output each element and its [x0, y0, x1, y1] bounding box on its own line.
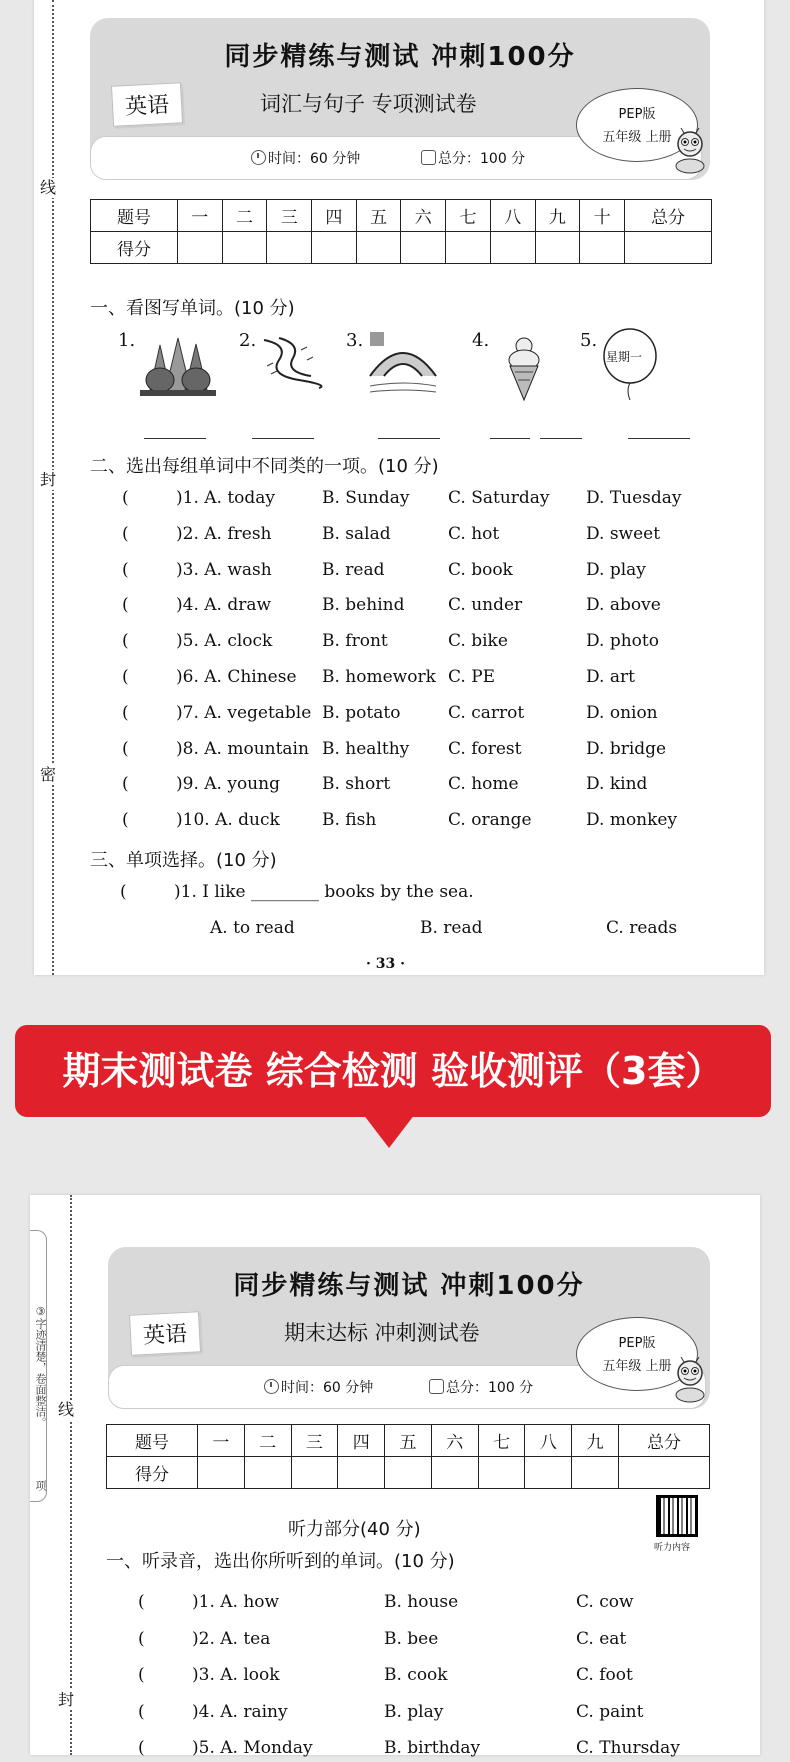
balloon-icon — [602, 328, 658, 400]
score-cell: 三 — [267, 200, 312, 232]
series-title: 同步精练与测试 冲刺100分 — [233, 1271, 585, 1301]
side-note-text: ③字迹清楚，卷面整洁。 — [34, 1305, 47, 1428]
answer-paren[interactable]: ( — [122, 595, 129, 616]
score-cell: 二 — [222, 200, 267, 232]
answer-paren[interactable]: ( — [122, 667, 129, 687]
score-cell: 八 — [525, 1425, 572, 1457]
side-char-secret: 密 — [40, 765, 57, 784]
option-b[interactable]: B. house — [384, 1592, 459, 1612]
option-b[interactable]: B. salad — [322, 523, 391, 544]
option-c[interactable]: C. under — [448, 595, 523, 616]
picture-number: 5. — [580, 330, 598, 351]
option-c[interactable]: C. cow — [576, 1592, 634, 1612]
score-cell: 一 — [177, 200, 222, 232]
score-row-label: 得分 — [107, 1457, 198, 1489]
score-input-cell[interactable] — [572, 1457, 619, 1489]
answer-paren[interactable]: ( — [138, 1738, 145, 1758]
answer-paren[interactable]: ( — [120, 882, 127, 902]
question-row — [122, 524, 742, 548]
exam-subtitle: 词汇与句子 专项测试卷 — [260, 92, 477, 116]
score-input-cell[interactable] — [312, 232, 357, 264]
score-cell: 二 — [244, 1425, 291, 1457]
option-a[interactable]: )2. A. tea — [192, 1628, 271, 1649]
answer-paren[interactable]: ( — [122, 523, 129, 544]
option-c[interactable]: C. PE — [448, 667, 496, 687]
question-row — [138, 1629, 718, 1653]
edition-label: PEP版 — [618, 1336, 656, 1351]
score-input-cell[interactable] — [267, 232, 312, 264]
option-a[interactable]: )10. A. duck — [176, 810, 280, 831]
side-char-line: 线 — [58, 1400, 75, 1419]
option-d[interactable]: D. above — [586, 595, 661, 616]
balloon-label: 星期一 — [606, 350, 643, 364]
question-row — [122, 703, 742, 727]
question-row — [122, 739, 742, 763]
total-info: 总分：100 分 — [429, 1377, 533, 1397]
total-info: 总分：100 分 — [421, 148, 525, 168]
answer-paren[interactable]: ( — [138, 1628, 145, 1649]
answer-line[interactable] — [378, 438, 440, 439]
time-info: 时间：60 分钟 — [251, 148, 360, 168]
option-a[interactable]: A. to read — [210, 918, 295, 938]
listening-section1-title: 一、听录音，选出你所听到的单词。(10 分) — [106, 1551, 455, 1572]
answer-paren[interactable]: ( — [138, 1592, 145, 1612]
score-input-cell[interactable] — [222, 232, 267, 264]
picture-number: 3. — [346, 330, 364, 351]
score-cell: 一 — [197, 1425, 244, 1457]
score-table — [106, 1424, 710, 1489]
score-cell: 五 — [385, 1425, 432, 1457]
option-c[interactable]: C. paint — [576, 1701, 644, 1722]
option-c[interactable]: C. forest — [448, 738, 522, 759]
clock-icon — [264, 1379, 279, 1394]
banner-pointer — [363, 1114, 415, 1148]
score-input-cell[interactable] — [431, 1457, 478, 1489]
question-text: )1. I like ________ books by the sea. — [174, 882, 474, 902]
score-input-cell[interactable] — [490, 232, 535, 264]
score-input-cell[interactable] — [624, 232, 711, 264]
score-table-header-row — [91, 200, 712, 232]
listening-part-title: 听力部分(40 分) — [288, 1519, 421, 1540]
answer-paren[interactable]: ( — [122, 559, 129, 580]
score-input-cell[interactable] — [478, 1457, 525, 1489]
score-cell: 总分 — [624, 200, 711, 232]
answer-line[interactable] — [540, 438, 582, 439]
option-b[interactable]: B. play — [384, 1701, 444, 1722]
answer-paren[interactable]: ( — [122, 738, 129, 759]
score-cell: 题号 — [107, 1425, 198, 1457]
option-a[interactable]: )4. A. draw — [176, 595, 272, 616]
exam-subtitle: 期末达标 冲刺测试卷 — [284, 1321, 480, 1345]
score-input-cell[interactable] — [580, 232, 625, 264]
answer-paren[interactable]: ( — [122, 488, 129, 508]
score-cell: 六 — [401, 200, 446, 232]
option-d[interactable]: D. Tuesday — [586, 488, 682, 508]
option-c[interactable]: C. bike — [448, 631, 508, 652]
score-input-cell[interactable] — [177, 232, 222, 264]
ice-cream-icon — [504, 332, 544, 402]
picture-number: 1. — [118, 330, 136, 351]
score-cell: 七 — [446, 200, 491, 232]
side-char-seal: 封 — [40, 470, 57, 489]
option-a[interactable]: )5. A. Monday — [192, 1738, 313, 1758]
score-cell: 八 — [490, 200, 535, 232]
score-input-cell[interactable] — [356, 232, 401, 264]
option-a[interactable]: )8. A. mountain — [176, 738, 309, 759]
option-a[interactable]: )4. A. rainy — [192, 1701, 288, 1722]
page-number: · 33 · — [366, 956, 405, 972]
option-a[interactable]: )3. A. look — [192, 1665, 280, 1685]
option-d[interactable]: D. sweet — [586, 523, 661, 544]
qr-label: 听力内容 — [654, 1543, 691, 1553]
question-row — [122, 631, 742, 655]
question-row — [122, 667, 742, 691]
option-b[interactable]: B. healthy — [322, 738, 410, 759]
option-a[interactable]: )6. A. Chinese — [176, 667, 297, 687]
caterpillar-mascot-icon — [670, 1357, 710, 1403]
answer-paren[interactable]: ( — [122, 810, 129, 831]
score-cell: 题号 — [91, 200, 178, 232]
option-d[interactable]: D. photo — [586, 631, 659, 652]
score-icon — [421, 150, 436, 165]
score-input-cell[interactable] — [619, 1457, 710, 1489]
score-cell: 九 — [572, 1425, 619, 1457]
river-icon — [259, 330, 325, 392]
question-row — [120, 882, 740, 906]
bridge-icon — [368, 330, 438, 398]
option-d[interactable]: D. monkey — [586, 810, 678, 831]
option-d[interactable]: D. art — [586, 667, 635, 687]
option-d[interactable]: D. play — [586, 559, 646, 580]
option-b[interactable]: B. read — [420, 918, 483, 938]
option-a[interactable]: )7. A. vegetable — [176, 702, 312, 723]
grade-label: 五年级 上册 — [602, 1359, 672, 1374]
section2-title: 二、选出每组单词中不同类的一项。(10 分) — [90, 456, 439, 477]
score-cell: 九 — [535, 200, 580, 232]
side-char-seal: 封 — [58, 1690, 75, 1709]
option-c[interactable]: C. eat — [576, 1628, 627, 1649]
option-d[interactable]: D. onion — [586, 702, 658, 723]
answer-paren[interactable]: ( — [138, 1701, 145, 1722]
answer-line[interactable] — [252, 438, 314, 439]
option-a[interactable]: )5. A. clock — [176, 631, 273, 652]
answer-paren[interactable]: ( — [138, 1665, 145, 1685]
score-icon — [429, 1379, 444, 1394]
caterpillar-mascot-icon — [670, 128, 710, 174]
binding-dotted-line — [70, 1195, 72, 1755]
score-input-cell[interactable] — [385, 1457, 432, 1489]
question-row — [138, 1592, 718, 1616]
score-input-cell[interactable] — [291, 1457, 338, 1489]
side-char-line: 线 — [40, 178, 57, 197]
option-b[interactable]: B. read — [322, 559, 385, 580]
option-b[interactable]: B. birthday — [384, 1738, 481, 1758]
score-cell: 六 — [431, 1425, 478, 1457]
option-b[interactable]: B. Sunday — [322, 488, 410, 508]
score-input-cell[interactable] — [244, 1457, 291, 1489]
answer-line[interactable] — [144, 438, 206, 439]
score-cell: 五 — [356, 200, 401, 232]
option-a[interactable]: )3. A. wash — [176, 559, 272, 580]
exam-page-2 — [30, 1195, 760, 1758]
answer-paren[interactable]: ( — [122, 702, 129, 723]
option-a[interactable]: )1. A. today — [176, 488, 276, 508]
section3-title: 三、单项选择。(10 分) — [90, 850, 277, 871]
option-c[interactable]: C. Thursday — [576, 1738, 680, 1758]
score-table — [90, 199, 712, 264]
subject-tag: 英语 — [129, 1311, 201, 1356]
forest-trees-icon — [140, 330, 216, 400]
promo-banner: 期末测试卷 综合检测 验收测评（3套） — [15, 1025, 771, 1117]
score-input-cell[interactable] — [338, 1457, 385, 1489]
option-c[interactable]: C. foot — [576, 1665, 633, 1685]
score-input-cell[interactable] — [446, 232, 491, 264]
picture-number: 4. — [472, 330, 490, 351]
question-row — [122, 774, 742, 798]
answer-line[interactable] — [490, 438, 530, 439]
score-input-cell[interactable] — [525, 1457, 572, 1489]
option-d[interactable]: D. bridge — [586, 738, 667, 759]
question-row — [122, 595, 742, 619]
edition-label: PEP版 — [618, 107, 656, 122]
score-cell: 七 — [478, 1425, 525, 1457]
score-cell: 四 — [338, 1425, 385, 1457]
option-c[interactable]: C. home — [448, 774, 519, 795]
option-c[interactable]: C. reads — [606, 918, 678, 938]
score-input-cell[interactable] — [535, 232, 580, 264]
question-row — [138, 1665, 718, 1689]
exam-page-1 — [34, 0, 764, 975]
option-b[interactable]: B. cook — [384, 1665, 448, 1685]
time-info: 时间：60 分钟 — [264, 1377, 373, 1397]
option-b[interactable]: B. bee — [384, 1628, 439, 1649]
answer-paren[interactable]: ( — [122, 774, 129, 795]
option-d[interactable]: D. kind — [586, 774, 648, 795]
option-a[interactable]: )1. A. how — [192, 1592, 280, 1612]
option-b[interactable]: B. potato — [322, 702, 401, 723]
option-c[interactable]: C. hot — [448, 523, 500, 544]
option-a[interactable]: )2. A. fresh — [176, 523, 272, 544]
picture-number: 2. — [239, 330, 257, 351]
option-c[interactable]: C. orange — [448, 810, 532, 831]
question-row — [138, 1702, 718, 1726]
clock-icon — [251, 150, 266, 165]
series-title: 同步精练与测试 冲刺100分 — [224, 42, 576, 72]
score-cell: 四 — [312, 200, 357, 232]
score-cell: 十 — [580, 200, 625, 232]
score-cell: 三 — [291, 1425, 338, 1457]
option-c[interactable]: C. book — [448, 559, 513, 580]
side-note-text: 项 — [34, 1480, 47, 1491]
question-row — [122, 488, 742, 512]
option-b[interactable]: B. fish — [322, 810, 377, 831]
score-table-score-row — [107, 1457, 710, 1489]
score-table-score-row — [91, 232, 712, 264]
grade-label: 五年级 上册 — [602, 130, 672, 145]
exam-header — [108, 1247, 710, 1409]
score-cell: 总分 — [619, 1425, 710, 1457]
question-row — [138, 1738, 718, 1762]
answer-paren[interactable]: ( — [122, 631, 129, 652]
option-row — [120, 918, 740, 942]
score-input-cell[interactable] — [401, 232, 446, 264]
option-b[interactable]: B. front — [322, 631, 388, 652]
option-a[interactable]: )9. A. young — [176, 774, 280, 795]
option-b[interactable]: B. short — [322, 774, 391, 795]
question-row — [122, 560, 742, 584]
qr-code-icon[interactable] — [656, 1495, 698, 1537]
score-input-cell[interactable] — [197, 1457, 244, 1489]
option-b[interactable]: B. behind — [322, 595, 405, 616]
option-c[interactable]: C. Saturday — [448, 488, 550, 508]
exam-header — [90, 18, 710, 180]
score-table-header-row — [107, 1425, 710, 1457]
option-c[interactable]: C. carrot — [448, 702, 525, 723]
score-row-label: 得分 — [91, 232, 178, 264]
subject-tag: 英语 — [111, 82, 183, 127]
option-b[interactable]: B. homework — [322, 667, 436, 687]
section1-title: 一、看图写单词。(10 分) — [90, 298, 295, 319]
question-row — [122, 810, 742, 834]
answer-line[interactable] — [628, 438, 690, 439]
